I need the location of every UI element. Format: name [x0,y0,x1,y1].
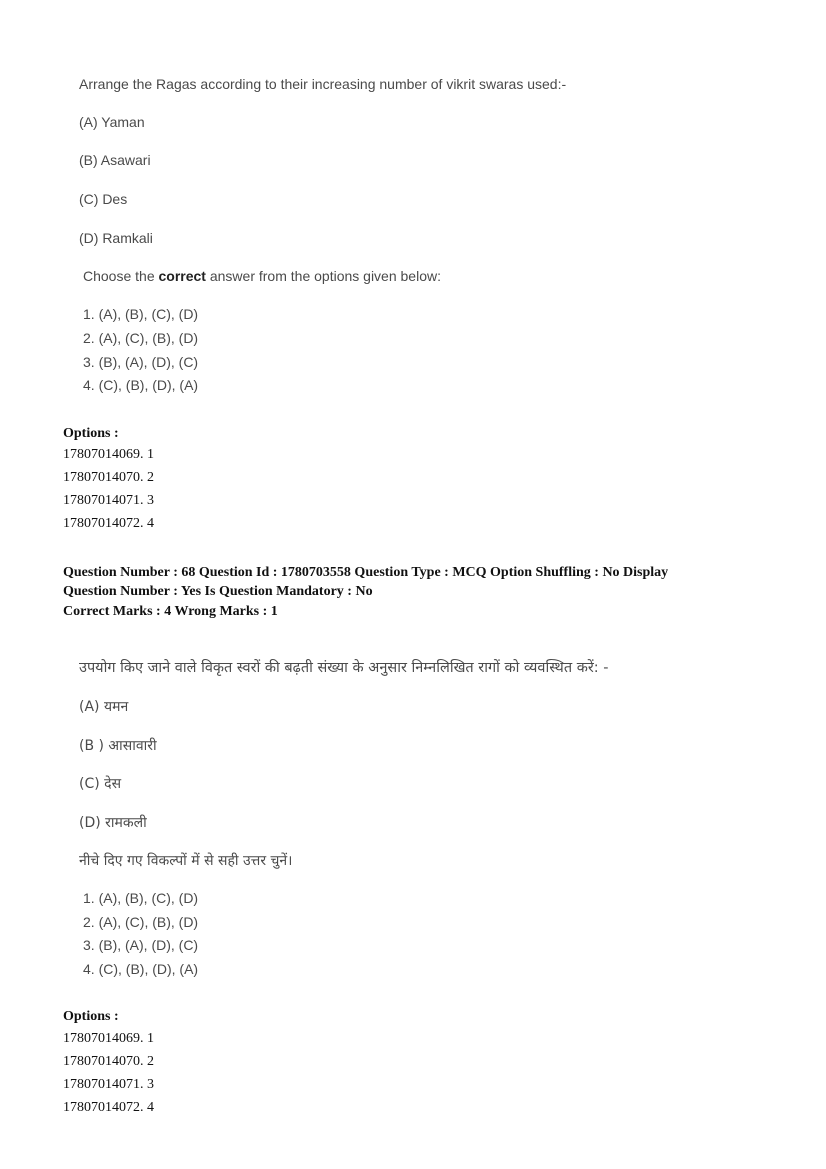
q1-item-c: (C) Des [79,191,128,207]
q1-item-a: (A) Yaman [79,114,145,130]
q1-choose-bold: correct [158,268,206,284]
q1-options-label: Options : [63,426,119,441]
q2-options-label: Options : [63,1009,119,1024]
question-meta-line2: Question Number : Yes Is Question Mandatory : No [63,584,373,599]
q1-choose-post: answer from the options given below: [205,268,441,284]
q1-option-1: 17807014069. 1 [63,447,154,462]
q1-choose-instruction [83,268,441,284]
question-meta-line1: Question Number : 68 Question Id : 1780703558 Question Type : MCQ Option Shuffling : No Display [63,565,669,580]
q2-option-1: 17807014069. 1 [63,1031,154,1046]
question-meta-line3: Correct Marks : 4 Wrong Marks : 1 [63,604,278,619]
q1-option-4: 17807014072. 4 [63,516,154,531]
q1-stem: Arrange the Ragas according to their increasing number of vikrit swaras used:- [79,76,567,92]
q2-item-d: (D) रामकली [79,815,147,831]
q1-option-3: 17807014071. 3 [63,493,154,508]
q2-option-3: 17807014071. 3 [63,1077,154,1092]
q1-answer-3: 3. (B), (A), (D), (C) [83,354,199,370]
q1-option-2: 17807014070. 2 [63,470,154,485]
q2-stem: उपयोग किए जाने वाले विकृत स्वरों की बढ़ती संख्या के अनुसार निम्नलिखित रागों को व्यवस्थित करें: - [79,660,609,676]
q2-option-4: 17807014072. 4 [63,1100,154,1115]
q2-option-2: 17807014070. 2 [63,1054,154,1069]
q2-answer-4: 4. (C), (B), (D), (A) [83,961,199,977]
q2-answer-1: 1. (A), (B), (C), (D) [83,890,199,906]
q2-choose-instruction: नीचे दिए गए विकल्पों में से सही उत्तर चुनें। [79,853,293,869]
q1-item-d: (D) Ramkali [79,230,153,246]
q2-item-b: (B ) आसावारी [79,738,157,754]
q1-answer-1: 1. (A), (B), (C), (D) [83,306,199,322]
q1-choose-pre: Choose the [83,268,159,284]
q2-item-a: (A) यमन [79,699,129,715]
q1-answer-4: 4. (C), (B), (D), (A) [83,377,199,393]
q2-item-c: (C) देस [79,776,122,792]
q2-answer-3: 3. (B), (A), (D), (C) [83,937,199,953]
q2-answer-2: 2. (A), (C), (B), (D) [83,914,199,930]
q1-answer-2: 2. (A), (C), (B), (D) [83,330,199,346]
q1-item-b: (B) Asawari [79,152,151,168]
